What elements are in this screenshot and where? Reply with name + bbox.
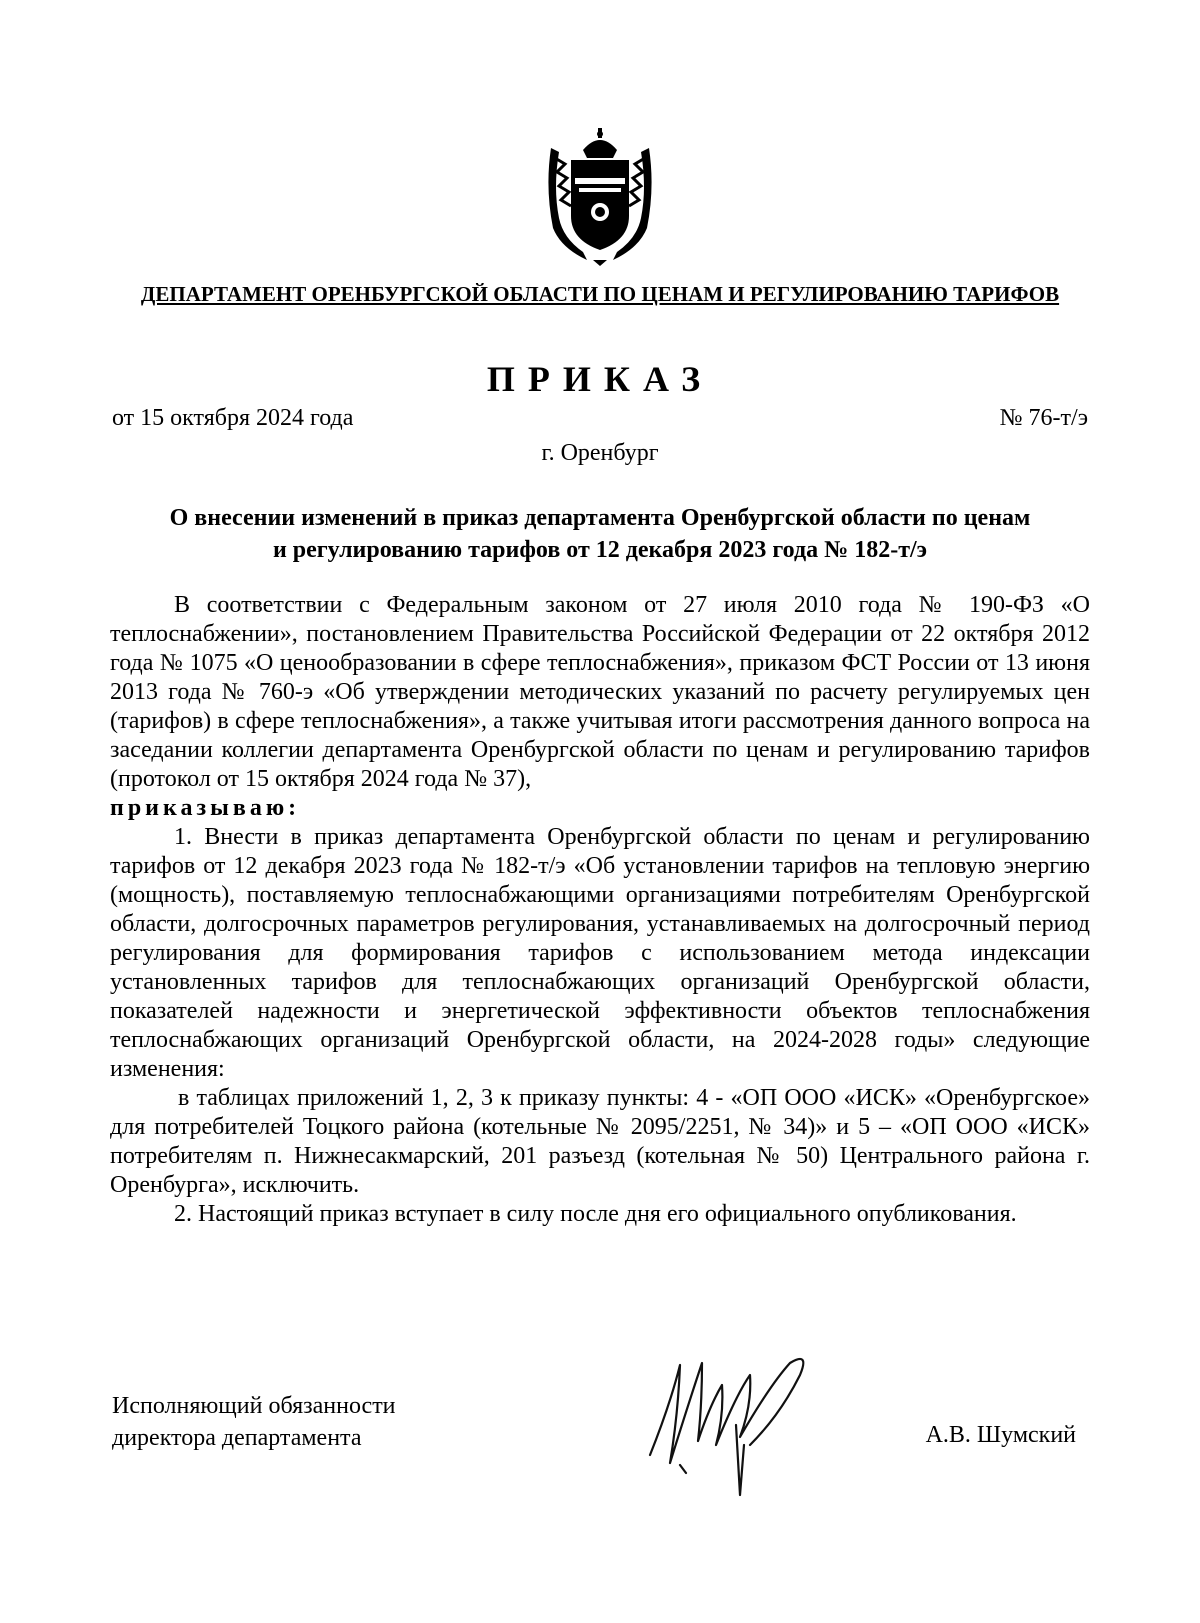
- coat-of-arms-emblem: [543, 128, 657, 266]
- order-word-text: приказываю:: [110, 795, 301, 821]
- signatory-position-line-2: директора департамента: [112, 1425, 362, 1451]
- item-1-paragraph: 1. Внести в приказ департамента Оренбургской области по ценам и регулированию тарифов от 12 декабря 2023 года № 182-т/э «Об установлении тарифов на тепловую энергию (мощность), поставляемую теплоснабжающими организациями потребителям Оренбургской области, долгосрочных параметров регулирования, устанавливаемых на долгосрочный период регулирования для формирования тарифов с использованием метода индексации установленных тарифов для теплоснабжающих организаций Оренбургской области, показателей надежности и энергетической эффективности объектов теплоснабжения теплоснабжающих организаций Оренбургской области, на 2024-2028 годы» следующие изменения:: [110, 824, 1090, 1082]
- signatory-name: А.В. Шумский: [925, 1422, 1076, 1448]
- handwritten-signature: [640, 1345, 840, 1505]
- signatory-position: [112, 1390, 396, 1454]
- item-1-detail-paragraph: в таблицах приложений 1, 2, 3 к приказу пункты: 4 - «ОП ООО «ИСК» «Оренбургское» для потребителей Тоцкого района (котельные № 2095/2251, № 34)» и 5 – «ОП ООО «ИСК» потребителям п. Нижнесакмарский, 201 разъезд (котельная № 50) Центрального района г. Оренбурга», исключить.: [110, 1085, 1090, 1198]
- order-city: г. Оренбург: [541, 440, 659, 466]
- order-number: № 76-т/э: [999, 405, 1088, 431]
- order-title-line-1: О внесении изменений в приказ департамента Оренбургской области по ценам: [169, 505, 1031, 531]
- preamble-paragraph: В соответствии с Федеральным законом от 27 июля 2010 года № 190-ФЗ «О теплоснабжении», постановлением Правительства Российской Федерации от 22 октября 2012 года № 1075 «О ценообразовании в сфере теплоснабжения», приказом ФСТ России от 13 июня 2013 года № 760-э «Об утверждении методических указаний по расчету регулируемых цен (тарифов) в сфере теплоснабжения», а также учитывая итоги рассмотрения данного вопроса на заседании коллегии департамента Оренбургской области по ценам и регулированию тарифов (протокол от 15 октября 2024 года № 37),: [110, 592, 1090, 792]
- signatory-position-line-1: Исполняющий обязанности: [112, 1393, 396, 1419]
- order-title: [110, 502, 1090, 566]
- document-type-heading: ПРИКАЗ: [486, 359, 714, 399]
- order-title-line-2: и регулированию тарифов от 12 декабря 2023 года № 182-т/э: [272, 537, 928, 563]
- order-body: [110, 591, 1090, 1229]
- item-2-paragraph: 2. Настоящий приказ вступает в силу после дня его официального опубликования.: [174, 1201, 1017, 1227]
- order-word: [110, 794, 1090, 823]
- order-date: от 15 октября 2024 года: [112, 405, 354, 431]
- department-name: ДЕПАРТАМЕНТ ОРЕНБУРГСКОЙ ОБЛАСТИ ПО ЦЕНАМ И РЕГУЛИРОВАНИЮ ТАРИФОВ: [140, 282, 1060, 306]
